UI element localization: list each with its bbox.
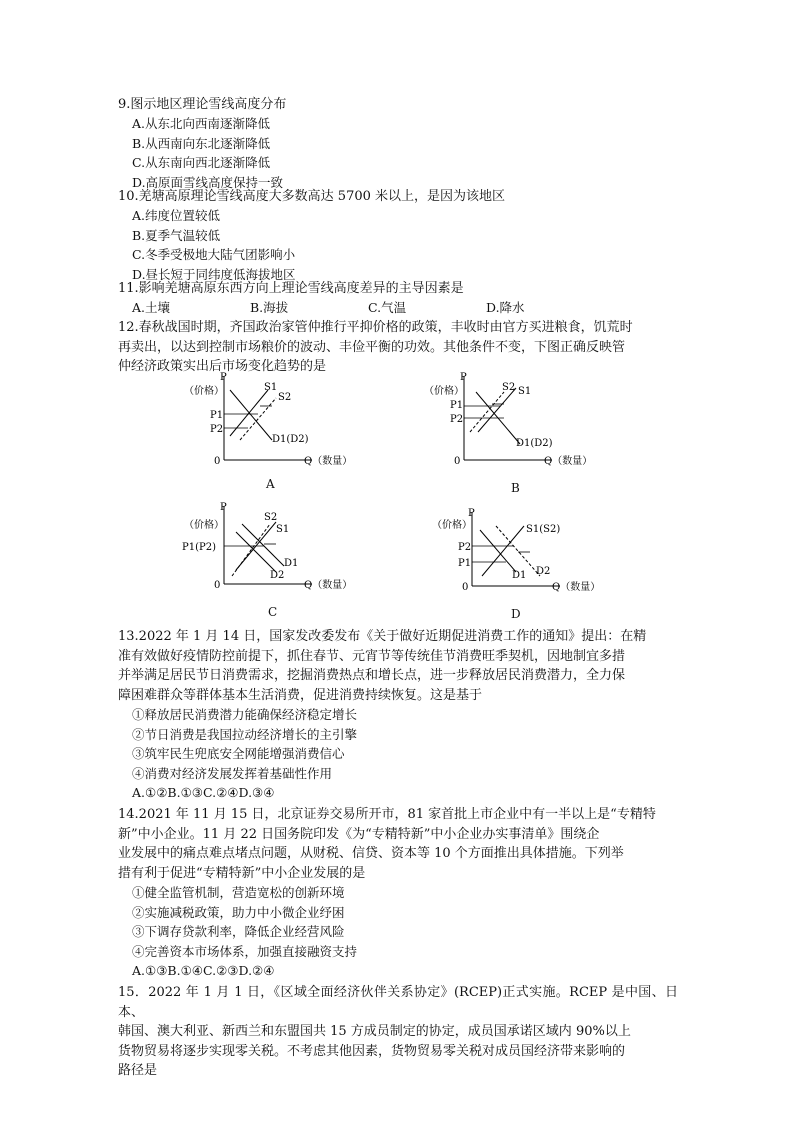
question-14-line: 措有利于促进“专精特新”中小企业发展的是 xyxy=(118,865,366,881)
question-9-option-a: A.从东北向西南逐渐降低 xyxy=(132,116,271,131)
question-10 xyxy=(118,188,678,284)
graph-b xyxy=(420,370,610,470)
graph-c-s2-label: S2 xyxy=(264,512,278,523)
question-9-option-c: C.从东南向西北逐渐降低 xyxy=(132,155,271,170)
graph-b-p2-label: P2 xyxy=(450,414,464,425)
graph-c xyxy=(180,500,370,596)
graph-b-p-label: P xyxy=(460,372,467,383)
question-13-answers: A.①②B.①③C.②④D.③④ xyxy=(132,785,275,800)
question-14-answers: A.①③B.①④C.②③D.②④ xyxy=(132,963,275,978)
question-11-options xyxy=(132,298,678,317)
question-10-stem: 10.羌塘高原理论雪线高度大多数高达 5700 米以上，是因为该地区 xyxy=(118,189,506,204)
graph-b-s2-label: S2 xyxy=(502,382,516,393)
question-11-option-c: C.气温 xyxy=(368,300,407,315)
graph-c-d1-label: D1 xyxy=(284,558,299,569)
graph-b-s1-label: S1 xyxy=(518,386,532,397)
question-10-option-c: C.冬季受极地大陆气团影响小 xyxy=(132,247,296,262)
question-14 xyxy=(118,805,678,981)
question-10-option-b: B.夏季气温较低 xyxy=(132,227,221,243)
graph-a-p1-label: P1 xyxy=(210,410,224,421)
question-11 xyxy=(118,280,678,317)
question-14-item: ①健全监管机制，营造宽松的创新环境 xyxy=(132,885,345,900)
graph-a-s2-label: S2 xyxy=(278,392,292,403)
graph-c-caption: C xyxy=(268,605,278,619)
question-11-option-a: A.土壤 xyxy=(132,300,171,315)
question-10-option-d: D.昼长短于同纬度低海拔地区 xyxy=(132,266,296,282)
graph-d-d1-line xyxy=(480,530,516,572)
graph-a-s1-label: S1 xyxy=(264,382,278,393)
graph-d-q-label: Q（数量） xyxy=(552,582,601,593)
graph-c-s1-label: S1 xyxy=(276,524,290,535)
question-14-line: 新”中小企业。11 月 22 日国务院印发《为“专精特新”中小企业办实事清单》围绕企 xyxy=(118,826,600,842)
question-13-item: ④消费对经济发展发挥着基础性作用 xyxy=(132,765,333,781)
question-15-line: 路径是 xyxy=(118,1063,158,1078)
graph-c-origin: 0 xyxy=(214,580,221,591)
graph-b-p1-label: P1 xyxy=(450,400,464,411)
graph-a-caption: A xyxy=(266,477,275,491)
graph-c-price-label: （价格） xyxy=(184,520,224,531)
question-15-line: 货物贸易将逐步实现零关税。不考虑其他因素，货物贸易零关税对成员国经济带来影响的 xyxy=(118,1043,626,1059)
question-13-line: 准有效做好疫情防控前提下，抓住春节、元宵节等传统佳节消费旺季契机，因地制宜多措 xyxy=(118,648,626,664)
question-13-item: ①释放居民消费潜力能确保经济稳定增长 xyxy=(132,707,358,722)
graph-a-price-label: （价格） xyxy=(184,386,224,397)
question-9-option-d: D.高原面雪线高度保持一致 xyxy=(132,174,284,190)
question-12 xyxy=(118,318,678,377)
graph-b-price-label: （价格） xyxy=(424,386,464,397)
question-13-line: 13.2022 年 1 月 14 日，国家发改委发布《关于做好近期促进消费工作的通知》提出：在精 xyxy=(118,629,647,644)
graph-a-s2-line xyxy=(240,398,276,440)
graph-b-s2-line xyxy=(470,392,504,432)
graph-d-p-label: P xyxy=(468,508,475,519)
graph-d-p1-label: P1 xyxy=(458,558,472,569)
graph-d-d1-label: D1 xyxy=(512,570,527,581)
question-13 xyxy=(118,627,678,803)
graph-b-caption: B xyxy=(511,481,520,495)
question-14-item: ③下调存贷款利率，降低企业经营风险 xyxy=(132,924,345,939)
graph-d-s-label: S1(S2) xyxy=(526,524,561,535)
question-10-option-a: A.纬度位置较低 xyxy=(132,208,221,223)
question-9 xyxy=(118,96,678,192)
question-13-item: ②节日消费是我国拉动经济增长的主引擎 xyxy=(132,726,358,742)
graph-d-caption: D xyxy=(511,607,521,621)
graph-a-p-label: P xyxy=(220,372,227,383)
graph-b-s1-line xyxy=(478,388,516,432)
question-14-item: ②实施减税政策，助力中小微企业纾困 xyxy=(132,904,345,920)
graph-a-d-line xyxy=(230,390,272,440)
question-9-stem: 9.图示地区理论雪线高度分布 xyxy=(118,97,287,112)
graph-d-price-label: （价格） xyxy=(432,520,472,531)
question-12-line: 仲经济政策实出后市场变化趋势的是 xyxy=(118,359,327,374)
graph-b-d-label: D1(D2) xyxy=(516,438,553,449)
graph-a-q-label: Q（数量） xyxy=(304,456,353,467)
question-9-option-b: B.从西南向东北逐渐降低 xyxy=(132,135,271,151)
graph-b-origin: 0 xyxy=(454,456,461,467)
graph-c-d2-label: D2 xyxy=(270,570,285,581)
question-12-line: 12.春秋战国时期，齐国政治家管仲推行平抑价格的政策，丰收时由官方买进粮食，饥荒时 xyxy=(118,320,633,335)
graph-a xyxy=(180,370,370,470)
graph-d xyxy=(428,506,618,598)
question-15 xyxy=(118,983,678,1081)
question-13-line: 并举满足居民节日消费需求，挖掘消费热点和增长点，进一步释放居民消费潜力，全力保 xyxy=(118,668,626,683)
question-14-item: ④完善资本市场体系，加强直接融资支持 xyxy=(132,943,358,959)
graph-a-d-label: D1(D2) xyxy=(272,434,309,445)
question-13-item: ③筑牢民生兜底安全网能增强消费信心 xyxy=(132,746,345,761)
graph-d-p2-label: P2 xyxy=(458,542,472,553)
question-14-line: 14.2021 年 11 月 15 日，北京证券交易所开市，81 家首批上市企业中有一半以上是“专精特 xyxy=(118,807,656,822)
question-13-line: 障困难群众等群体基本生活消费，促进消费持续恢复。这是基于 xyxy=(118,687,483,703)
graph-c-p1p2-label: P1(P2) xyxy=(182,542,216,553)
graph-d-origin: 0 xyxy=(462,582,469,593)
question-14-line: 业发展中的痛点难点堵点问题，从财税、信贷、资本等 10 个方面推出具体措施。下列举 xyxy=(118,846,624,861)
question-12-line: 再卖出，以达到控制市场粮价的波动、丰俭平衡的功效。其他条件不变，下图正确反映管 xyxy=(118,339,626,355)
question-15-line: 韩国、澳大利亚、新西兰和东盟国共 15 方成员制定的协定，成员国承诺区域内 90%以上 xyxy=(118,1024,631,1039)
graph-a-origin: 0 xyxy=(214,456,221,467)
question-11-stem: 11.影响羌塘高原东西方向上理论雪线高度差异的主导因素是 xyxy=(118,281,464,296)
question-15-line: 15．2022 年 1 月 1 日，《区域全面经济伙伴关系协定》(RCEP)正式实施。RCEP 是中国、日本、 xyxy=(118,985,678,1020)
graph-d-d2-label: D2 xyxy=(536,566,551,577)
question-11-option-b: B.海拔 xyxy=(250,300,289,315)
question-11-option-d: D.降水 xyxy=(486,300,525,315)
graph-a-p2-label: P2 xyxy=(210,424,224,435)
graph-c-q-label: Q（数量） xyxy=(304,580,353,591)
graph-c-p-label: P xyxy=(220,502,227,513)
graph-b-q-label: Q（数量） xyxy=(544,456,593,467)
